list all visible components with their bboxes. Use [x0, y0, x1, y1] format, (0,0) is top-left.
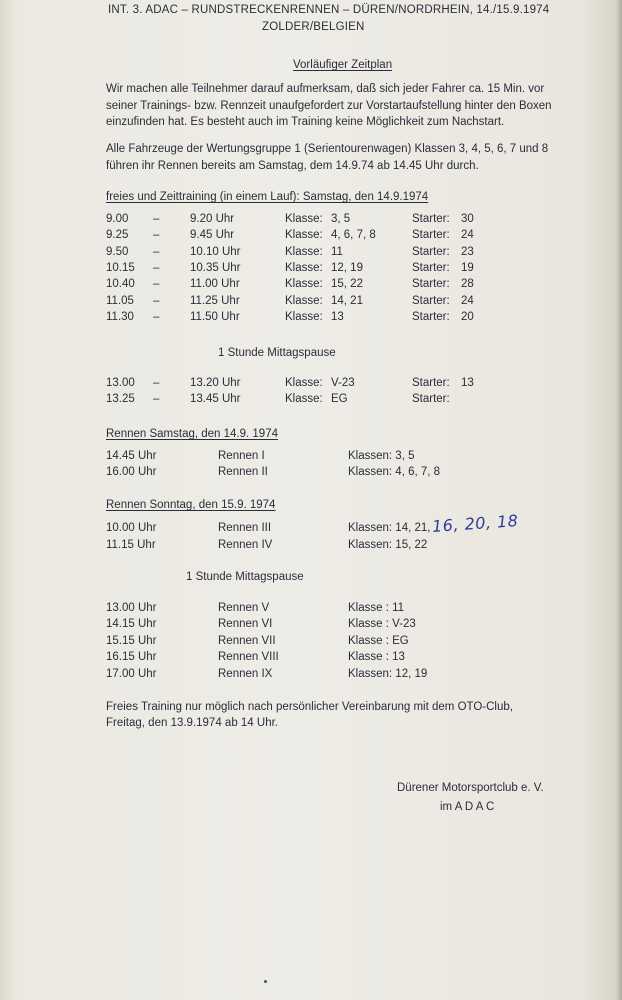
training-end-time: 11.50 Uhr [190, 310, 240, 323]
starter-label: Starter: [412, 245, 450, 258]
klasse-label: Klasse: [285, 278, 323, 291]
training-klasse: 4, 6, 7, 8 [331, 229, 376, 242]
page-title: Vorläufiger Zeitplan [293, 59, 393, 71]
race-time: 17.00 Uhr [106, 667, 157, 680]
time-dash: – [153, 229, 160, 242]
klasse-label: Klasse: [285, 393, 323, 405]
paper-speck [264, 980, 267, 983]
page-edge-shadow [616, 0, 622, 1000]
training-start-time: 13.00 [106, 377, 135, 389]
handwritten-note: 16, 20, 18 [431, 511, 519, 536]
race-name: Rennen III [218, 522, 272, 534]
klasse-label: Klasse: [285, 213, 323, 225]
race-name: Rennen VII [218, 634, 276, 647]
signature-club: Dürener Motorsportclub e. V. [397, 782, 544, 794]
intro-paragraph-2: Alle Fahrzeuge der Wertungsgruppe 1 (Serientourenwagen) Klassen 3, 4, 5, 6, 7 und 8 führen ihr Rennen bereits am Samstag, dem 14.9.74 ab 14.45 Uhr durch. [106, 143, 549, 172]
race-time: 10.00 Uhr [106, 522, 157, 534]
time-dash: – [153, 261, 160, 274]
race-time: 16.15 Uhr [106, 651, 157, 664]
race-name: Rennen I [218, 450, 265, 462]
starter-label: Starter: [412, 213, 450, 225]
training-end-time: 10.35 Uhr [190, 261, 241, 274]
race-name: Rennen IV [218, 538, 273, 551]
race-klassen: Klassen: 15, 22 [348, 538, 428, 551]
race-time: 11.15 Uhr [106, 538, 156, 551]
training-klasse: 3, 5 [331, 213, 351, 225]
race-klasse: Klasse : 13 [348, 651, 405, 664]
signature-adac: im A D A C [440, 801, 495, 813]
training-end-time: 13.45 Uhr [190, 393, 241, 405]
klasse-label: Klasse: [285, 294, 323, 307]
starter-label: Starter: [412, 261, 450, 274]
training-heading: freies und Zeittraining (in einem Lauf): Samstag, den 14.9.1974 [106, 191, 429, 203]
training-start-time: 10.15 [106, 261, 135, 274]
time-dash: – [153, 393, 160, 405]
footer-note-line-1: Freies Training nur möglich nach persönlicher Vereinbarung mit dem OTO-Club, [106, 701, 513, 713]
starter-count: 28 [461, 278, 474, 291]
training-start-time: 9.25 [106, 229, 129, 242]
race-klassen: Klassen: 3, 5 [348, 450, 415, 462]
training-end-time: 13.20 Uhr [190, 377, 241, 389]
starter-label: Starter: [412, 377, 450, 389]
event-location: ZOLDER/BELGIEN [262, 21, 365, 33]
starter-count: 30 [461, 213, 474, 225]
footer-note-line-2: Freitag, den 13.9.1974 ab 14 Uhr. [106, 717, 278, 729]
time-dash: – [153, 245, 160, 258]
starter-label: Starter: [412, 278, 450, 291]
saturday-heading: Rennen Samstag, den 14.9. 1974 [106, 428, 278, 440]
time-dash: – [153, 294, 160, 307]
training-start-time: 11.05 [106, 294, 134, 307]
training-klasse: 11 [331, 245, 343, 258]
race-name: Rennen VI [218, 618, 273, 631]
starter-label: Starter: [412, 294, 450, 307]
training-start-time: 9.50 [106, 245, 129, 258]
starter-count: 13 [461, 377, 474, 389]
klasse-label: Klasse: [285, 261, 323, 274]
intro-paragraph-1: Wir machen alle Teilnehmer darauf aufmerksam, daß sich jeder Fahrer ca. 15 Min. vor seiner Trainings- bzw. Rennzeit unaufgefordert zur Vorstartaufstellung hinter den Boxen einzufinden hat. Es besteht auch im Training keine Möglichkeit zum Nachstart. [106, 83, 552, 128]
starter-label: Starter: [412, 229, 450, 242]
klasse-label: Klasse: [285, 377, 323, 389]
race-klassen: Klassen: 4, 6, 7, 8 [348, 466, 441, 478]
time-dash: – [153, 377, 160, 389]
training-klasse: 12, 19 [331, 261, 363, 274]
starter-count: 23 [461, 245, 474, 258]
training-end-time: 11.25 Uhr [190, 294, 240, 307]
event-title: INT. 3. ADAC – RUNDSTRECKENRENNEN – DÜREN/NORDRHEIN, 14./15.9.1974 [108, 4, 550, 16]
training-start-time: 9.00 [106, 213, 129, 225]
race-time: 13.00 Uhr [106, 602, 157, 614]
klasse-label: Klasse: [285, 229, 323, 242]
race-klasse: Klasse : EG [348, 634, 409, 647]
race-time: 14.15 Uhr [106, 618, 157, 631]
race-time: 14.45 Uhr [106, 450, 157, 462]
race-name: Rennen IX [218, 667, 273, 680]
starter-count: 24 [461, 294, 474, 307]
training-klasse: 15, 22 [331, 278, 363, 291]
training-klasse: 14, 21 [331, 294, 363, 307]
training-end-time: 9.20 Uhr [190, 213, 235, 225]
time-dash: – [153, 278, 160, 291]
training-start-time: 13.25 [106, 393, 135, 405]
race-name: Rennen VIII [218, 651, 279, 664]
training-end-time: 11.00 Uhr [190, 278, 240, 291]
race-klasse: Klasse : 11 [348, 602, 405, 614]
starter-label: Starter: [412, 393, 450, 405]
training-end-time: 10.10 Uhr [190, 245, 241, 258]
klasse-label: Klasse: [285, 245, 323, 258]
race-klassen: Klassen: 14, 21, [348, 522, 431, 534]
starter-label: Starter: [412, 310, 450, 323]
starter-count: 20 [461, 310, 474, 323]
lunch-break-saturday: 1 Stunde Mittagspause [218, 347, 336, 359]
training-klasse: V-23 [331, 377, 355, 389]
race-name: Rennen V [218, 602, 270, 614]
race-time: 16.00 Uhr [106, 466, 157, 478]
training-klasse: 13 [331, 310, 344, 323]
race-klasse: Klasse : V-23 [348, 618, 416, 631]
sunday-heading: Rennen Sonntag, den 15.9. 1974 [106, 499, 276, 511]
race-name: Rennen II [218, 466, 268, 478]
klasse-label: Klasse: [285, 310, 323, 323]
time-dash: – [153, 213, 160, 225]
starter-count: 19 [461, 261, 474, 274]
training-start-time: 11.30 [106, 310, 134, 323]
time-dash: – [153, 310, 160, 323]
training-klasse: EG [331, 393, 348, 405]
race-time: 15.15 Uhr [106, 634, 157, 647]
training-end-time: 9.45 Uhr [190, 229, 235, 242]
race-klasse: Klassen: 12, 19 [348, 667, 428, 680]
starter-count: 24 [461, 229, 474, 242]
lunch-break-sunday: 1 Stunde Mittagspause [186, 571, 304, 583]
training-start-time: 10.40 [106, 278, 135, 291]
